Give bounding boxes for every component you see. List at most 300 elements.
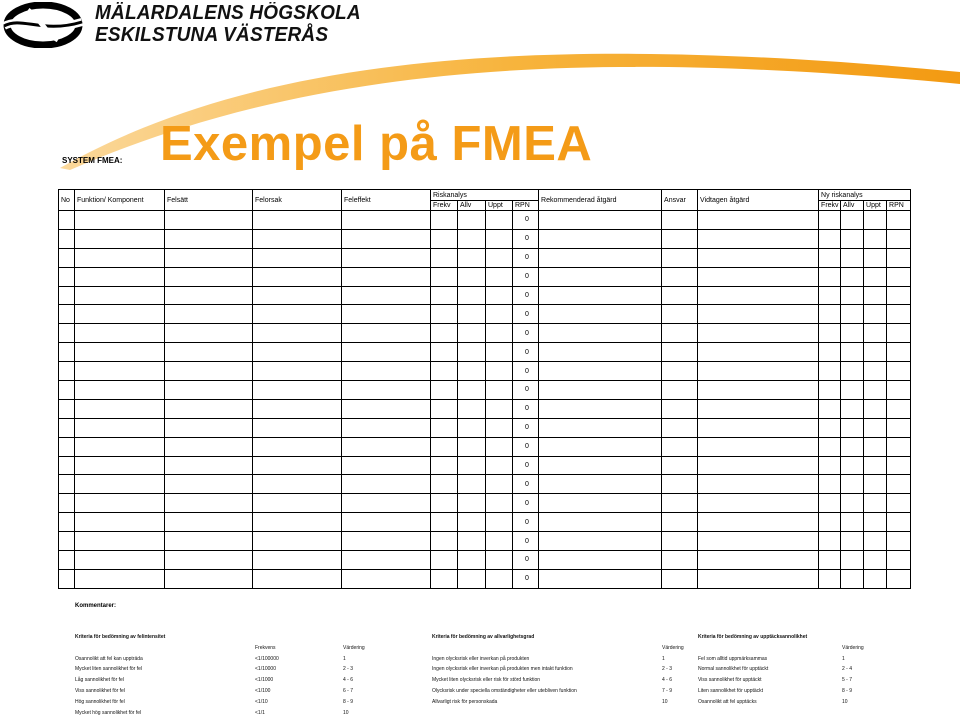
- table-cell: [75, 267, 165, 286]
- criteria-frequency-cell: 1: [343, 655, 346, 662]
- table-row: [59, 267, 911, 286]
- criteria-frequency-cell: Mycket hög sannolikhet för fel: [75, 709, 142, 716]
- table-cell: [819, 418, 841, 437]
- table-cell: [75, 399, 165, 418]
- table-cell: [75, 532, 165, 551]
- table-cell: [887, 475, 911, 494]
- table-cell: [59, 267, 75, 286]
- table-cell: [698, 494, 819, 513]
- table-cell: [342, 437, 431, 456]
- table-cell: [698, 324, 819, 343]
- table-cell: [458, 362, 486, 381]
- table-cell: [458, 475, 486, 494]
- table-cell: [887, 494, 911, 513]
- table-cell: [887, 437, 911, 456]
- table-cell: [75, 305, 165, 324]
- table-cell: [342, 456, 431, 475]
- table-cell: [887, 456, 911, 475]
- table-cell: [253, 399, 342, 418]
- table-cell: [431, 286, 458, 305]
- criteria-frequency-cell: <1/10: [255, 698, 268, 705]
- table-cell: [819, 267, 841, 286]
- table-cell: [165, 229, 253, 248]
- table-cell: [342, 229, 431, 248]
- table-cell: [864, 475, 887, 494]
- rpn-cell: 0: [513, 532, 539, 551]
- table-cell: [486, 248, 513, 267]
- criteria-detection-cell: 5 - 7: [842, 677, 853, 684]
- criteria-frequency-cell: Hög sannolikhet för fel: [75, 698, 125, 705]
- table-cell: [539, 569, 662, 588]
- table-cell: [698, 532, 819, 551]
- table-cell: [698, 381, 819, 400]
- table-cell: [887, 229, 911, 248]
- criteria-severity-col-value: Värdering: [662, 644, 684, 651]
- table-cell: [819, 399, 841, 418]
- table-cell: [165, 569, 253, 588]
- table-row: [59, 494, 911, 513]
- table-cell: [75, 343, 165, 362]
- table-row: [59, 418, 911, 437]
- criteria-frequency-col-freq: Frekvens: [255, 644, 276, 651]
- table-row: [59, 456, 911, 475]
- table-cell: [539, 475, 662, 494]
- table-cell: [431, 324, 458, 343]
- col-ansvar: Ansvar: [662, 190, 698, 211]
- table-cell: [864, 418, 887, 437]
- rpn-cell: 0: [513, 551, 539, 570]
- table-cell: [59, 248, 75, 267]
- table-row: [59, 399, 911, 418]
- table-cell: [662, 475, 698, 494]
- table-cell: [864, 494, 887, 513]
- rpn-cell: 0: [513, 343, 539, 362]
- criteria-severity-row: [432, 675, 692, 686]
- table-cell: [539, 456, 662, 475]
- table-cell: [75, 475, 165, 494]
- table-cell: [662, 381, 698, 400]
- criteria-severity-header: [432, 643, 692, 654]
- table-cell: [662, 399, 698, 418]
- table-cell: [253, 437, 342, 456]
- table-cell: [887, 569, 911, 588]
- table-cell: [887, 324, 911, 343]
- table-cell: [253, 362, 342, 381]
- table-cell: [253, 343, 342, 362]
- table-cell: [253, 267, 342, 286]
- table-cell: [431, 399, 458, 418]
- table-cell: [342, 211, 431, 230]
- table-cell: [59, 569, 75, 588]
- table-cell: [819, 229, 841, 248]
- criteria-severity-cell: Olycksrisk under speciella omständigheter eller utebliven funktion: [432, 687, 577, 694]
- table-cell: [486, 418, 513, 437]
- table-cell: [819, 456, 841, 475]
- table-cell: [342, 248, 431, 267]
- table-cell: [59, 211, 75, 230]
- criteria-frequency-cell: <1/100000: [255, 655, 279, 662]
- table-cell: [864, 305, 887, 324]
- table-cell: [539, 494, 662, 513]
- criteria-frequency-row: [75, 675, 415, 686]
- rpn-cell: 0: [513, 437, 539, 456]
- rpn-cell: 0: [513, 305, 539, 324]
- table-cell: [864, 399, 887, 418]
- table-cell: [458, 418, 486, 437]
- table-cell: [59, 437, 75, 456]
- criteria-frequency-cell: <1/1000: [255, 677, 274, 684]
- col-no: No: [59, 190, 75, 211]
- criteria-frequency-rows: [75, 654, 415, 718]
- col-vidtagen: Vidtagen åtgärd: [698, 190, 819, 211]
- table-cell: [841, 324, 864, 343]
- table-cell: [841, 532, 864, 551]
- table-cell: [59, 229, 75, 248]
- criteria-frequency-row: [75, 686, 415, 697]
- table-cell: [165, 532, 253, 551]
- table-cell: [431, 418, 458, 437]
- table-cell: [342, 532, 431, 551]
- criteria-detection-cell: Viss sannolikhet för upptäckt: [698, 677, 762, 684]
- table-cell: [59, 286, 75, 305]
- fmea-body: [59, 211, 911, 589]
- new-sub-allv: Allv: [841, 201, 864, 211]
- table-cell: [59, 532, 75, 551]
- criteria-severity-cell: 7 - 9: [662, 687, 673, 694]
- table-cell: [75, 286, 165, 305]
- table-cell: [59, 305, 75, 324]
- table-cell: [342, 475, 431, 494]
- table-cell: [486, 381, 513, 400]
- criteria-severity-row: [432, 654, 692, 665]
- table-row: [59, 324, 911, 343]
- table-cell: [887, 418, 911, 437]
- table-cell: [75, 362, 165, 381]
- table-cell: [662, 267, 698, 286]
- table-cell: [75, 324, 165, 343]
- table-cell: [431, 551, 458, 570]
- table-cell: [253, 532, 342, 551]
- table-cell: [698, 211, 819, 230]
- criteria-frequency-header: [75, 643, 415, 654]
- table-cell: [841, 399, 864, 418]
- table-cell: [165, 305, 253, 324]
- rpn-cell: 0: [513, 494, 539, 513]
- criteria-detection-cell: Normal sannolikhet för upptäckt: [698, 666, 769, 673]
- table-cell: [841, 569, 864, 588]
- table-cell: [75, 229, 165, 248]
- table-cell: [864, 456, 887, 475]
- table-cell: [698, 343, 819, 362]
- col-funktion: Funktion/ Komponent: [75, 190, 165, 211]
- table-cell: [864, 437, 887, 456]
- table-cell: [841, 513, 864, 532]
- criteria-severity-cell: 10: [662, 698, 668, 705]
- table-cell: [887, 399, 911, 418]
- criteria-detection-row: [698, 697, 888, 708]
- criteria-detection-cell: 8 - 9: [842, 687, 853, 694]
- criteria-frequency-cell: 8 - 9: [343, 698, 354, 705]
- rpn-cell: 0: [513, 513, 539, 532]
- table-cell: [698, 456, 819, 475]
- table-cell: [698, 267, 819, 286]
- criteria-frequency-cell: 4 - 6: [343, 677, 354, 684]
- table-row: [59, 513, 911, 532]
- table-cell: [486, 399, 513, 418]
- table-cell: [253, 305, 342, 324]
- table-cell: [253, 324, 342, 343]
- table-cell: [841, 456, 864, 475]
- table-cell: [342, 551, 431, 570]
- table-cell: [342, 399, 431, 418]
- table-cell: [819, 248, 841, 267]
- table-cell: [458, 551, 486, 570]
- table-cell: [253, 494, 342, 513]
- table-cell: [59, 494, 75, 513]
- rpn-cell: 0: [513, 286, 539, 305]
- table-cell: [431, 456, 458, 475]
- table-cell: [75, 248, 165, 267]
- sub-uppt: Uppt: [486, 201, 513, 211]
- table-cell: [539, 343, 662, 362]
- table-cell: [165, 418, 253, 437]
- table-cell: [342, 324, 431, 343]
- table-cell: [431, 569, 458, 588]
- table-cell: [841, 475, 864, 494]
- table-cell: [165, 513, 253, 532]
- rpn-cell: 0: [513, 362, 539, 381]
- table-cell: [59, 381, 75, 400]
- rpn-cell: 0: [513, 475, 539, 494]
- table-cell: [165, 324, 253, 343]
- table-cell: [431, 267, 458, 286]
- table-cell: [458, 343, 486, 362]
- table-cell: [165, 456, 253, 475]
- table-cell: [887, 381, 911, 400]
- table-cell: [458, 286, 486, 305]
- table-row: [59, 381, 911, 400]
- table-cell: [59, 418, 75, 437]
- criteria-detection-cell: Osannolikt att fel upptäcks: [698, 698, 757, 705]
- table-cell: [819, 286, 841, 305]
- table-cell: [253, 286, 342, 305]
- table-cell: [841, 229, 864, 248]
- table-cell: [819, 324, 841, 343]
- criteria-severity-cell: Allvarligt risk för personskada: [432, 698, 498, 705]
- university-line1: MÄLARDALENS HÖGSKOLA: [95, 2, 361, 25]
- criteria-severity-cell: Mycket liten olycksrisk eller risk för störd funktion: [432, 677, 541, 684]
- criteria-detection-cell: 1: [842, 655, 845, 662]
- table-cell: [662, 437, 698, 456]
- table-cell: [75, 211, 165, 230]
- table-cell: [539, 362, 662, 381]
- table-cell: [662, 532, 698, 551]
- table-cell: [165, 211, 253, 230]
- criteria-severity-row: [432, 664, 692, 675]
- table-cell: [887, 343, 911, 362]
- table-cell: [662, 248, 698, 267]
- table-cell: [539, 305, 662, 324]
- table-row: [59, 343, 911, 362]
- table-cell: [539, 399, 662, 418]
- table-cell: [431, 248, 458, 267]
- table-cell: [662, 456, 698, 475]
- criteria-severity-cell: 4 - 6: [662, 677, 673, 684]
- table-cell: [431, 211, 458, 230]
- table-cell: [662, 286, 698, 305]
- table-cell: [698, 362, 819, 381]
- table-cell: [539, 229, 662, 248]
- table-cell: [486, 305, 513, 324]
- table-cell: [864, 513, 887, 532]
- table-cell: [662, 569, 698, 588]
- rpn-cell: 0: [513, 229, 539, 248]
- criteria-severity-cell: Ingen olycksrisk eller inverkan på produkten: [432, 655, 530, 662]
- criteria-detection-cell: Fel som alltid uppmärksammas: [698, 655, 768, 662]
- table-cell: [431, 437, 458, 456]
- table-cell: [662, 343, 698, 362]
- table-cell: [841, 267, 864, 286]
- table-cell: [662, 362, 698, 381]
- col-riskanalys: Riskanalys: [431, 190, 539, 201]
- table-cell: [458, 437, 486, 456]
- sub-rpn: RPN: [513, 201, 539, 211]
- table-cell: [342, 362, 431, 381]
- table-cell: [253, 418, 342, 437]
- table-cell: [887, 532, 911, 551]
- table-cell: [458, 211, 486, 230]
- table-cell: [841, 381, 864, 400]
- university-line2: ESKILSTUNA VÄSTERÅS: [95, 24, 329, 47]
- criteria-frequency-title: Kriteria för bedömning av felintensitet: [75, 634, 166, 640]
- table-cell: [165, 248, 253, 267]
- table-cell: [486, 513, 513, 532]
- table-cell: [539, 437, 662, 456]
- table-cell: [539, 211, 662, 230]
- criteria-detection-header: [698, 643, 888, 654]
- table-cell: [486, 286, 513, 305]
- criteria-frequency-cell: 10: [343, 709, 349, 716]
- table-cell: [75, 494, 165, 513]
- criteria-detection-row: [698, 686, 888, 697]
- table-cell: [486, 362, 513, 381]
- table-cell: [253, 229, 342, 248]
- table-cell: [342, 513, 431, 532]
- table-cell: [698, 437, 819, 456]
- table-cell: [165, 381, 253, 400]
- table-cell: [458, 456, 486, 475]
- table-row: [59, 362, 911, 381]
- page-title: Exempel på FMEA: [160, 117, 593, 171]
- table-cell: [887, 551, 911, 570]
- table-cell: [431, 381, 458, 400]
- rpn-cell: 0: [513, 267, 539, 286]
- table-cell: [165, 343, 253, 362]
- table-cell: [819, 532, 841, 551]
- table-row: [59, 437, 911, 456]
- table-cell: [887, 305, 911, 324]
- table-cell: [698, 286, 819, 305]
- table-cell: [59, 513, 75, 532]
- criteria-detection-title: Kriteria för bedömning av upptäcksannolikhet: [698, 634, 808, 640]
- criteria-frequency-cell: Viss sannolikhet för fel: [75, 687, 125, 694]
- table-cell: [59, 343, 75, 362]
- criteria-detection-row: [698, 654, 888, 665]
- criteria-frequency-cell: Mycket liten sannolikhet för fel: [75, 666, 142, 673]
- table-cell: [819, 437, 841, 456]
- table-cell: [662, 513, 698, 532]
- table-cell: [75, 437, 165, 456]
- table-cell: [59, 456, 75, 475]
- criteria-detection-cell: 10: [842, 698, 848, 705]
- table-cell: [819, 551, 841, 570]
- table-cell: [819, 494, 841, 513]
- university-logo-icon: [2, 2, 84, 48]
- table-cell: [819, 343, 841, 362]
- criteria-detection-col-value: Värdering: [842, 644, 864, 651]
- table-cell: [887, 211, 911, 230]
- table-cell: [539, 513, 662, 532]
- table-header-row: [59, 190, 911, 201]
- table-cell: [841, 211, 864, 230]
- rpn-cell: 0: [513, 211, 539, 230]
- system-fmea-label: SYSTEM FMEA:: [62, 156, 123, 165]
- table-cell: [486, 211, 513, 230]
- table-cell: [253, 381, 342, 400]
- table-cell: [165, 267, 253, 286]
- table-cell: [887, 513, 911, 532]
- table-cell: [431, 475, 458, 494]
- table-cell: [887, 362, 911, 381]
- table-cell: [819, 305, 841, 324]
- table-cell: [864, 551, 887, 570]
- table-row: [59, 211, 911, 230]
- table-cell: [253, 475, 342, 494]
- rpn-cell: 0: [513, 399, 539, 418]
- table-cell: [539, 532, 662, 551]
- criteria-severity-cell: 1: [662, 655, 665, 662]
- table-cell: [486, 324, 513, 343]
- table-cell: [662, 324, 698, 343]
- table-cell: [841, 343, 864, 362]
- table-cell: [819, 211, 841, 230]
- table-cell: [539, 248, 662, 267]
- table-cell: [486, 475, 513, 494]
- table-cell: [698, 305, 819, 324]
- table-cell: [887, 267, 911, 286]
- comments-label: Kommentarer:: [75, 603, 117, 609]
- criteria-severity-row: [432, 697, 692, 708]
- table-cell: [841, 305, 864, 324]
- table-cell: [75, 381, 165, 400]
- table-cell: [864, 324, 887, 343]
- table-cell: [819, 513, 841, 532]
- criteria-detection-cell: 2 - 4: [842, 666, 853, 673]
- table-cell: [486, 267, 513, 286]
- table-cell: [819, 381, 841, 400]
- table-cell: [75, 513, 165, 532]
- col-rekommenderad: Rekommenderad åtgärd: [539, 190, 662, 211]
- rpn-cell: 0: [513, 418, 539, 437]
- table-cell: [486, 494, 513, 513]
- table-cell: [458, 324, 486, 343]
- table-cell: [486, 229, 513, 248]
- table-cell: [698, 248, 819, 267]
- criteria-severity-rows: [432, 654, 692, 708]
- table-cell: [864, 532, 887, 551]
- table-cell: [165, 551, 253, 570]
- table-cell: [698, 229, 819, 248]
